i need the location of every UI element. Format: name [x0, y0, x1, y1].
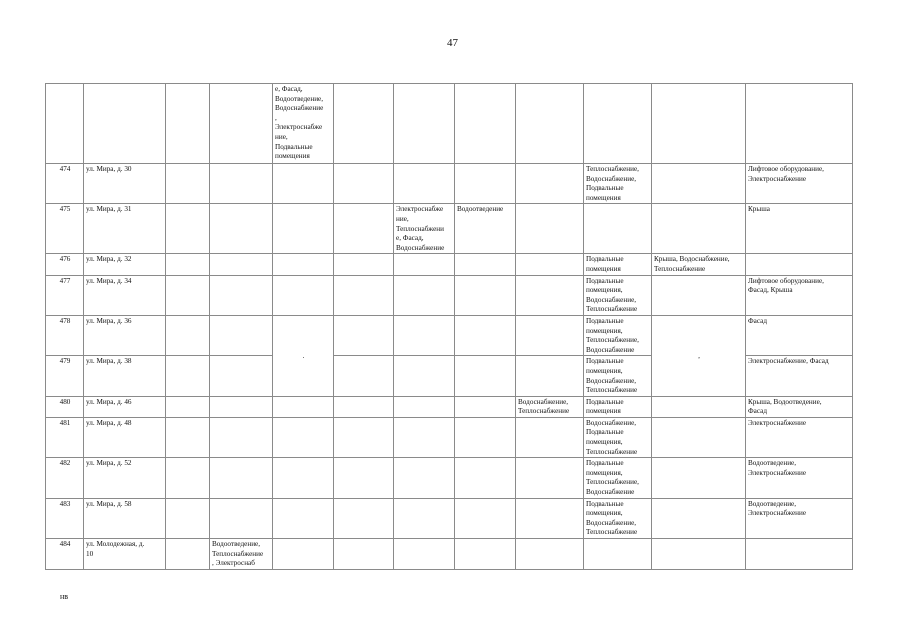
table-cell — [516, 275, 584, 315]
table-cell — [455, 396, 516, 417]
cell-text: е, Фасад, Водоотведение, Водоснабжение , Электроснабже ние, Подвальные помещения — [275, 85, 324, 161]
table-cell — [394, 254, 455, 275]
table-cell — [394, 417, 455, 457]
address-cell — [84, 356, 166, 396]
table-cell — [273, 396, 334, 417]
table-cell — [652, 396, 746, 417]
table-cell — [394, 458, 455, 498]
table-cell — [273, 254, 334, 275]
cell-text: ул. Мира, д. 58 — [86, 499, 132, 508]
table-cell — [455, 84, 516, 164]
cell-text: ул. Мира, д. 48 — [86, 418, 132, 427]
table-cell — [455, 539, 516, 570]
table-cell — [394, 275, 455, 315]
table-cell — [746, 164, 853, 204]
table-cell — [516, 539, 584, 570]
table-row — [46, 254, 853, 275]
table-cell — [652, 254, 746, 275]
table-cell — [455, 164, 516, 204]
table-cell — [455, 275, 516, 315]
table-cell — [516, 315, 584, 355]
table-cell — [166, 275, 210, 315]
row-number-cell — [46, 204, 84, 254]
table-cell — [746, 356, 853, 396]
cell-text: Водоотведение, Электроснабжение — [748, 459, 807, 477]
cell-text: Подвальные помещения, Водоснабжение, Теплоснабжение — [586, 499, 638, 537]
cell-text: Теплоснабжение, Водоснабжение, Подвальные помещения — [586, 165, 639, 202]
address-cell — [84, 204, 166, 254]
table-cell — [166, 164, 210, 204]
table-cell — [455, 356, 516, 396]
table-cell — [652, 539, 746, 570]
row-number-cell — [46, 84, 84, 164]
table-cell — [166, 417, 210, 457]
table-cell — [584, 315, 652, 355]
row-number-cell — [46, 356, 84, 396]
table-cell — [584, 498, 652, 538]
cell-text: ул. Мира, д. 52 — [86, 459, 132, 468]
table-cell — [584, 254, 652, 275]
table-cell — [394, 84, 455, 164]
table-cell — [652, 275, 746, 315]
table-cell — [166, 204, 210, 254]
table-cell — [584, 539, 652, 570]
cell-text: Лифтовое оборудование, Фасад, Крыша — [748, 276, 824, 295]
cell-text: ул. Мира, д. 32 — [86, 255, 132, 264]
table-cell — [652, 315, 746, 396]
row-number-cell — [46, 254, 84, 275]
table-cell — [455, 204, 516, 254]
table-cell — [166, 539, 210, 570]
table-cell — [746, 417, 853, 457]
cell-text: ул. Мира, д. 36 — [86, 316, 132, 325]
table-cell — [210, 498, 273, 538]
cell-text: 476 — [59, 255, 71, 264]
table-row — [46, 539, 853, 570]
row-number-cell — [46, 498, 84, 538]
cell-text: Водоотведение — [457, 205, 504, 214]
table-cell — [455, 498, 516, 538]
table-cell — [394, 396, 455, 417]
table-cell — [394, 204, 455, 254]
table-cell — [746, 204, 853, 254]
table-cell — [273, 539, 334, 570]
table-cell — [746, 498, 853, 538]
table-cell — [210, 164, 273, 204]
table-cell — [584, 275, 652, 315]
table-cell — [334, 498, 394, 538]
table-cell — [334, 396, 394, 417]
table-cell — [584, 164, 652, 204]
table-row — [46, 498, 853, 538]
cell-text: ул. Мира, д. 31 — [86, 205, 132, 214]
row-number-cell — [46, 315, 84, 355]
cell-text: Электроснабже ние, Теплоснабжени е, Фасад, Водоснабжение — [396, 205, 445, 252]
table-cell — [210, 204, 273, 254]
table-cell — [334, 204, 394, 254]
table-cell — [652, 458, 746, 498]
table-cell — [166, 498, 210, 538]
cell-text: Лифтовое оборудование, Электроснабжение — [748, 165, 824, 183]
address-cell — [84, 275, 166, 315]
table-cell — [166, 356, 210, 396]
cell-text: Подвальные помещения, Водоснабжение, Теплоснабжение — [586, 357, 638, 395]
row-number-cell — [46, 396, 84, 417]
cell-text: Водоснабжение, Подвальные помещения, Теплоснабжение — [586, 418, 638, 456]
table-cell — [210, 396, 273, 417]
table-cell — [166, 315, 210, 355]
table-cell — [584, 204, 652, 254]
cell-text: 481 — [59, 418, 71, 427]
table-row — [46, 417, 853, 457]
table-cell — [394, 498, 455, 538]
table-cell — [210, 315, 273, 355]
row-number-cell — [46, 458, 84, 498]
address-cell — [84, 396, 166, 417]
table-cell — [746, 315, 853, 355]
table-cell — [273, 498, 334, 538]
table-cell — [210, 275, 273, 315]
table-cell — [334, 164, 394, 204]
table-cell — [652, 84, 746, 164]
address-cell — [84, 539, 166, 570]
cell-text: Водоснабжение, Теплоснабжение — [518, 397, 570, 416]
table-cell — [516, 84, 584, 164]
table-cell — [166, 396, 210, 417]
table-cell — [210, 539, 273, 570]
cell-text: Крыша — [748, 205, 770, 214]
table-row — [46, 458, 853, 498]
row-number-cell — [46, 164, 84, 204]
table-cell — [273, 458, 334, 498]
table-cell — [273, 204, 334, 254]
cell-text: Электроснабжение — [748, 418, 807, 427]
table-cell — [455, 458, 516, 498]
table-cell — [394, 539, 455, 570]
cell-text: Подвальные помещения — [586, 255, 624, 273]
table-cell — [516, 458, 584, 498]
address-cell — [84, 315, 166, 355]
row-number-cell — [46, 539, 84, 570]
table-cell — [394, 164, 455, 204]
table-row — [46, 164, 853, 204]
address-cell — [84, 84, 166, 164]
table-cell — [584, 396, 652, 417]
table-cell — [273, 315, 334, 396]
table-cell — [455, 315, 516, 355]
table-cell — [516, 498, 584, 538]
cell-text: Фасад — [748, 316, 767, 325]
cell-text: 483 — [59, 499, 71, 508]
table-cell — [584, 356, 652, 396]
address-cell — [84, 458, 166, 498]
table-cell — [210, 254, 273, 275]
table-cell — [652, 417, 746, 457]
table-cell — [584, 417, 652, 457]
table-cell — [746, 396, 853, 417]
cell-text: Подвальные помещения, Теплоснабжение, Водоснабжение — [586, 316, 639, 354]
table-cell — [516, 204, 584, 254]
cell-text: Подвальные помещения, Теплоснабжение, Водоснабжение — [586, 459, 639, 497]
cell-text: Крыша, Водоотведение, Фасад — [748, 397, 822, 416]
table-body — [46, 84, 853, 570]
address-cell — [84, 164, 166, 204]
merged-cell-mark: , — [698, 351, 700, 360]
cell-text: ул. Мира, д. 30 — [86, 165, 132, 173]
merged-cell-mark: . — [302, 351, 305, 360]
cell-text: Водоотведение, Электроснабжение — [748, 499, 807, 518]
cell-text: 480 — [59, 397, 71, 406]
cell-text: 482 — [59, 459, 71, 468]
cell-text: Электроснабжение, Фасад — [748, 357, 829, 366]
table-cell — [516, 164, 584, 204]
cell-text: 475 — [59, 205, 71, 214]
table-cell — [334, 254, 394, 275]
cell-text: Подвальные помещения — [586, 397, 624, 416]
table-cell — [210, 458, 273, 498]
cell-text: Водоотведение, Теплоснабжение , Электроснаб — [212, 540, 264, 568]
table-cell — [334, 539, 394, 570]
table-cell — [334, 458, 394, 498]
cell-text: 484 — [59, 540, 71, 548]
table-row — [46, 204, 853, 254]
table-cell — [455, 417, 516, 457]
cell-text: 477 — [59, 276, 71, 285]
table-cell — [516, 396, 584, 417]
cell-text: Крыша, Водоснабжение, Теплоснабжение — [654, 255, 730, 273]
table-cell — [584, 84, 652, 164]
row-number-cell — [46, 417, 84, 457]
table-cell — [516, 254, 584, 275]
table-cell — [746, 458, 853, 498]
page-number: 47 — [447, 37, 458, 49]
table-cell — [166, 84, 210, 164]
table-cell — [166, 254, 210, 275]
table-row — [46, 275, 853, 315]
table-cell — [166, 458, 210, 498]
table-cell — [210, 84, 273, 164]
table-cell — [273, 275, 334, 315]
row-number-cell — [46, 275, 84, 315]
address-cell — [84, 254, 166, 275]
table-cell — [334, 356, 394, 396]
cell-text: Подвальные помещения, Водоснабжение, Теплоснабжение — [586, 276, 638, 314]
address-cell — [84, 498, 166, 538]
table-cell — [746, 254, 853, 275]
table-cell — [334, 315, 394, 355]
table-cell — [394, 356, 455, 396]
table-cell — [652, 498, 746, 538]
table-row — [46, 396, 853, 417]
cell-text: ул. Молодежная, д. 10 — [86, 540, 145, 558]
table-cell — [334, 275, 394, 315]
table-cell — [334, 84, 394, 164]
cell-text: 479 — [59, 357, 71, 366]
address-cell — [84, 417, 166, 457]
table-cell — [584, 458, 652, 498]
table-cell — [273, 164, 334, 204]
table-cell — [273, 417, 334, 457]
table-cell — [746, 84, 853, 164]
cell-text: 478 — [59, 316, 71, 325]
table-cell — [455, 254, 516, 275]
cell-text: 474 — [59, 165, 71, 173]
table-cell — [516, 417, 584, 457]
table-cell — [746, 539, 853, 570]
table-cell — [210, 417, 273, 457]
table-cell — [746, 275, 853, 315]
table-cell — [652, 204, 746, 254]
footer-mark: нв — [60, 592, 69, 601]
cell-text: ул. Мира, д. 34 — [86, 276, 132, 285]
cell-text: ул. Мира, д. 38 — [86, 357, 132, 366]
table-row — [46, 315, 853, 355]
repair-schedule-table — [45, 83, 853, 570]
table-cell — [334, 417, 394, 457]
cell-text: ул. Мира, д. 46 — [86, 397, 132, 406]
table-cell — [652, 164, 746, 204]
table-cell — [394, 315, 455, 355]
table-cell — [273, 84, 334, 164]
table-cell — [516, 356, 584, 396]
table-row — [46, 84, 853, 164]
table-cell — [210, 356, 273, 396]
